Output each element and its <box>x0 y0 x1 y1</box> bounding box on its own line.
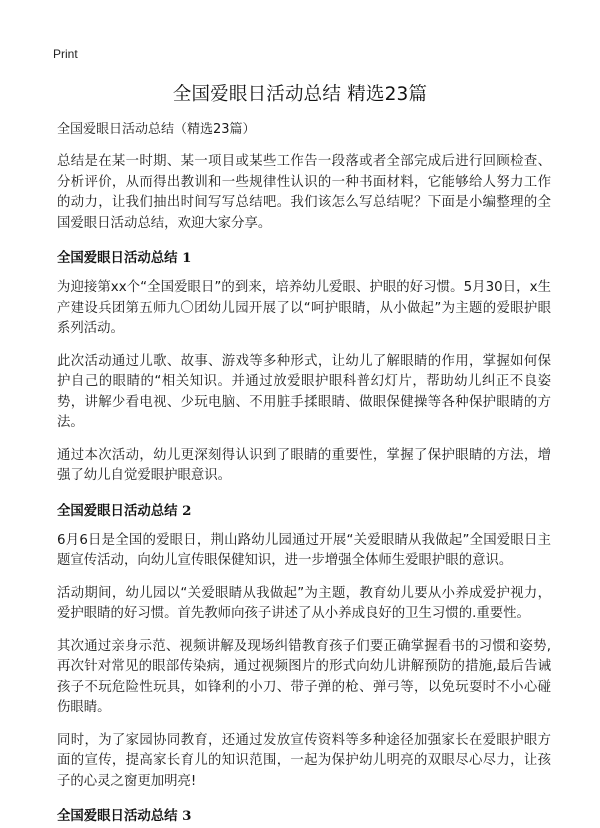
intro-paragraph: 总结是在某一时期、某一项目或某些工作告一段落或者全部完成后进行回顾检查、分析评价，从而得出教训和一些规律性认识的一种书面材料，它能够给人努力工作的动力，让我们抽出时间写写总结吧。我们该怎么写总结呢？下面是小编整理的全国爱眼日活动总结，欢迎大家分享。 <box>57 154 551 231</box>
section-heading-2: 全国爱眼日活动总结 2 <box>57 502 192 519</box>
print-link[interactable]: Print <box>53 47 78 61</box>
section-1-paragraph-3: 通过本次活动，幼儿更深刻得认识到了眼睛的重要性，掌握了保护眼睛的方法，增强了幼儿自觉爱眼护眼意识。 <box>57 447 551 483</box>
section-1-paragraph-2: 此次活动通过儿歌、故事、游戏等多种形式，让幼儿了解眼睛的作用，掌握如何保护自己的眼睛的“相关知识。并通过放爱眼护眼科普幻灯片，帮助幼儿纠正不良姿势，讲解少看电视、少玩电脑、不用脏手揉眼睛、做眼保健操等各种保护眼睛的方法。 <box>57 353 551 430</box>
section-2-paragraph-3: 其次通过亲身示范、视频讲解及现场纠错教育孩子们要正确掌握看书的习惯和姿势,再次针对常见的眼部传染病，通过视频图片的形式向幼儿讲解预防的措施,最后告诫孩子不玩危险性玩具，如锋利的小刀、带子弹的枪、弹弓等，以免玩耍时不小心碰伤眼睛。 <box>57 638 551 715</box>
page-title: 全国爱眼日活动总结 精选23篇 <box>172 84 428 105</box>
section-2-paragraph-2: 活动期间，幼儿园以“关爱眼睛从我做起”为主题，教育幼儿要从小养成爱护视力，爱护眼睛的好习惯。首先教师向孩子讲述了从小养成良好的卫生习惯的.重要性。 <box>57 585 551 621</box>
document-subtitle: 全国爱眼日活动总结（精选23篇） <box>57 122 256 137</box>
section-1-paragraph-1: 为迎接第xx个“全国爱眼日”的到来，培养幼儿爱眼、护眼的好习惯。5月30日，x生产建设兵团第五师九〇团幼儿园开展了以“呵护眼睛，从小做起”为主题的爱眼护眼系列活动。 <box>57 280 551 336</box>
section-heading-3: 全国爱眼日活动总结 3 <box>57 808 192 824</box>
section-2-paragraph-4: 同时，为了家园协同教育，还通过发放宣传资料等多种途径加强家长在爱眼护眼方面的宣传，提高家长育儿的知识范围，一起为保护幼儿明亮的双眼尽心尽力，让孩子的心灵之窗更加明亮! <box>57 732 551 789</box>
document-body <box>57 120 551 828</box>
section-2-paragraph-1: 6月6日是全国的爱眼日，荆山路幼儿园通过开展“关爱眼睛从我做起”全国爱眼日主题宣传活动，向幼儿宣传眼保健知识，进一步增强全体师生爱眼护眼的意识。 <box>57 532 551 568</box>
section-heading-1: 全国爱眼日活动总结 1 <box>57 250 192 266</box>
